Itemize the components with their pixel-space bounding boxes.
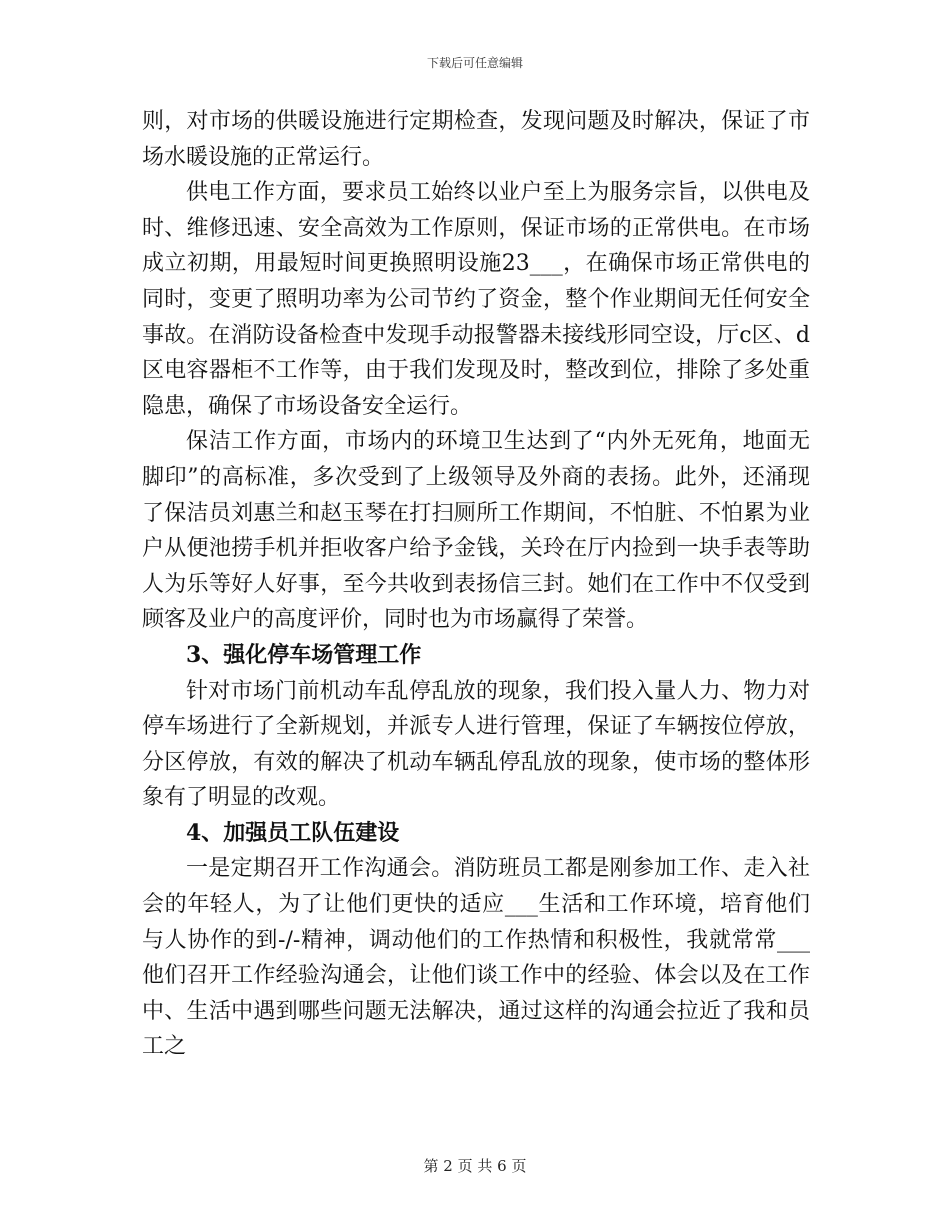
heading-staff: 4、加强员工队伍建设: [186, 819, 400, 846]
page-header: 下载后可任意编辑: [426, 56, 523, 70]
paragraph-heating: 则，对市场的供暖设施进行定期检查，发现问题及时解决，保证了市场水暖设施的正常运行。: [142, 109, 810, 170]
page-number: 第 2 页 共 6 页: [423, 1157, 527, 1175]
paragraph-cleaning: 保洁工作方面，市场内的环境卫生达到了“内外无死角，地面无脚印”的高标准，多次受到了上级领导及外商的表扬。此外，还涌现了保洁员刘惠兰和赵玉琴在打扫厕所工作期间，不怕脏、不怕累为业户从便池捞手机并拒收客户给予金钱，关玲在厅内捡到一块手表等助人为乐等好人好事，至今共收到表扬信三封。她们在工作中不仅受到顾客及业户的高度评价，同时也为市场赢得了荣誉。: [142, 429, 810, 633]
paragraph-power-supply: 供电工作方面，要求员工始终以业户至上为服务宗旨，以供电及时、维修迅速、安全高效为工作原则，保证市场的正常供电。在市场成立初期，用最短时间更换照明设施23___，在确保市场正常供电的同时，变更了照明功率为公司节约了资金，整个作业期间无任何安全事故。在消防设备检查中发现手动报警器未接线形同空设，厅c区、d区电容器柜不工作等，由于我们发现及时，整改到位，排除了多处重隐患，确保了市场设备安全运行。: [142, 180, 810, 419]
heading-parking: 3、强化停车场管理工作: [186, 641, 422, 668]
paragraph-staff: 一是定期召开工作沟通会。消防班员工都是刚参加工作、走入社会的年轻人，为了让他们更快的适应___生活和工作环境，培育他们与人协作的到-/-精神，调动他们的工作热情和积极性，我就常常___他们召开工作经验沟通会，让他们谈工作中的经验、体会以及在工作中、生活中遇到哪些问题无法解决，通过这样的沟通会拉近了我和员工之: [142, 856, 810, 1060]
document-body: [142, 104, 810, 1065]
paragraph-parking: 针对市场门前机动车乱停乱放的现象，我们投入量人力、物力对停车场进行了全新规划，并派专人进行管理，保证了车辆按位停放，分区停放，有效的解决了机动车辆乱停乱放的现象，使市场的整体形象有了明显的改观。: [142, 678, 810, 811]
